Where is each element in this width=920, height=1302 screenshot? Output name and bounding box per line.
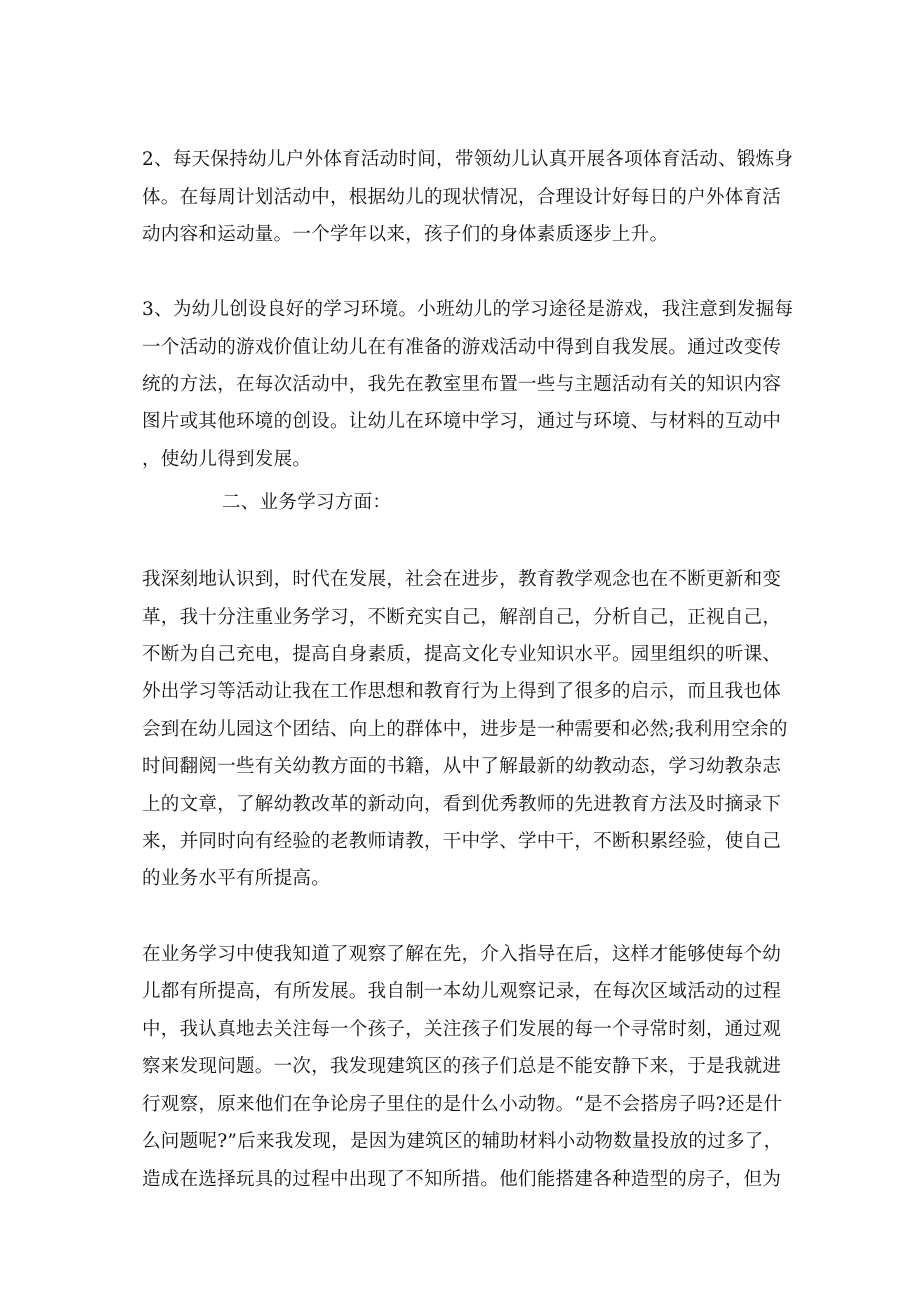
paragraph-3-line: 统的方法，在每次活动中，我先在教室里布置一些与主题活动有关的知识内容 — [142, 374, 782, 395]
study-paragraph-line: 我深刻地认识到，时代在发展，社会在进步，教育教学观念也在不断更新和变 — [142, 569, 782, 590]
paragraph-2-line: 动内容和运动量。一个学年以来，孩子们的身体素质逐步上升。 — [142, 224, 669, 245]
observation-paragraph-line: 察来发现问题。一次，我发现建筑区的孩子们总是不能安静下来，于是我就进 — [142, 1056, 782, 1077]
study-paragraph-line: 时间翻阅一些有关幼教方面的书籍，从中了解最新的幼教动态，学习幼教杂志 — [142, 756, 782, 777]
observation-paragraph-line: 么问题呢?”后来我发现，是因为建筑区的辅助材料小动物数量投放的过多了， — [142, 1131, 783, 1152]
study-paragraph-line: 会到在幼儿园这个团结、向上的群体中，进步是一种需要和必然;我利用空余的 — [142, 719, 788, 740]
paragraph-3-line: 图片或其他环境的创设。让幼儿在环境中学习，通过与环境、与材料的互动中 — [142, 411, 782, 432]
paragraph-3-line: 3、为幼儿创设良好的学习环境。小班幼儿的学习途径是游戏，我注意到发掘每 — [142, 299, 794, 320]
study-paragraph-line: 外出学习等活动让我在工作思想和教育行为上得到了很多的启示，而且我也体 — [142, 681, 782, 702]
study-paragraph-line: 上的文章，了解幼教改革的新动向，看到优秀教师的先进教育方法及时摘录下 — [142, 794, 782, 815]
study-paragraph-line: 来，并同时向有经验的老教师请教，干中学、学中干，不断积累经验，使自己 — [142, 831, 782, 852]
observation-paragraph-line: 造成在选择玩具的过程中出现了不知所措。他们能搭建各种造型的房子，但为 — [142, 1169, 782, 1190]
section-heading: 二、业务学习方面： — [222, 492, 392, 513]
study-paragraph-line: 不断为自己充电，提高自身素质，提高文化专业知识水平。园里组织的听课、 — [142, 644, 782, 665]
paragraph-2-line: 2、每天保持幼儿户外体育活动时间，带领幼儿认真开展各项体育活动、锻炼身 — [142, 149, 794, 170]
observation-paragraph-line: 在业务学习中使我知道了观察了解在先，介入指导在后，这样才能够使每个幼 — [142, 944, 782, 965]
observation-paragraph-line: 中，我认真地去关注每一个孩子，关注孩子们发展的每一个寻常时刻，通过观 — [142, 1019, 782, 1040]
observation-paragraph-line: 行观察，原来他们在争论房子里住的是什么小动物。“是不会搭房子吗?还是什 — [142, 1094, 783, 1115]
paragraph-3-line: 一个活动的游戏价值让幼儿在有准备的游戏活动中得到自我发展。通过改变传 — [142, 337, 782, 358]
observation-paragraph-line: 儿都有所提高，有所发展。我自制一本幼儿观察记录，在每次区域活动的过程 — [142, 981, 782, 1002]
paragraph-2-line: 体。在每周计划活动中，根据幼儿的现状情况，合理设计好每日的户外体育活 — [142, 187, 782, 208]
study-paragraph-line: 的业务水平有所提高。 — [142, 868, 331, 889]
paragraph-3-line: ，使幼儿得到发展。 — [142, 449, 312, 470]
study-paragraph-line: 革，我十分注重业务学习，不断充实自己，解剖自己，分析自己，正视自己， — [142, 607, 782, 628]
